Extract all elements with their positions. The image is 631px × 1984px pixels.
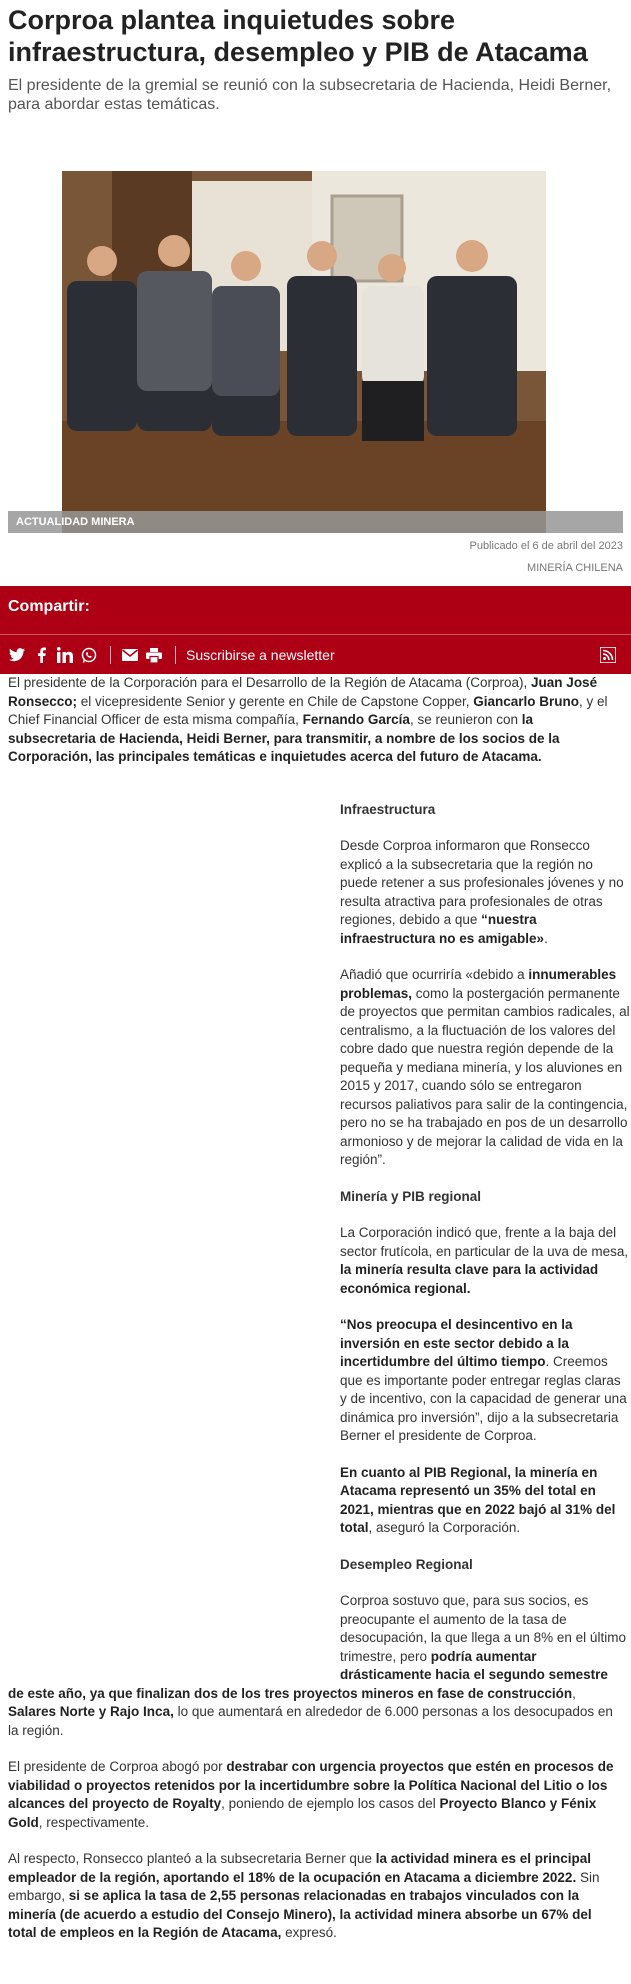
article-body — [0, 674, 631, 1943]
photo-container — [8, 171, 623, 533]
text-run: “nuestra infraestructura no es amigable» — [340, 912, 545, 946]
paragraph-infra-2 — [340, 966, 631, 1170]
text-run: Salares Norte y Rajo Inca, — [8, 1704, 174, 1719]
article-title: Corproa plantea inquietudes sobre infraestructura, desempleo y PIB de Atacama — [8, 5, 588, 67]
paragraph-mineria-2 — [340, 1316, 631, 1446]
twitter-icon[interactable] — [8, 646, 26, 664]
text-run: el vicepresidente Senior y gerente en Chile de Capstone Copper, — [77, 693, 474, 709]
text-run: Proyecto Blanco y Fénix Gold — [8, 1796, 597, 1830]
text-run: Al respecto, Ronsecco planteó a la subsecretaria Berner que — [8, 1851, 376, 1866]
text-run: , y el Chief Financial Officer de esta misma compañía, — [8, 693, 608, 727]
text-run: Corproa sostuvo que, para sus socios, es preocupante el aumento de la tasa de desocupación, la que llega a un 8% en el último trimestre, pero — [340, 1593, 626, 1664]
text-run: Juan José Ronsecco; — [8, 675, 598, 709]
paragraph-proyectos — [8, 1758, 623, 1832]
text-run: la subsecretaria de Hacienda, Heidi Berner, para transmitir, a nombre de los socios de la Corporación, las principales temáticas e inquietudes acerca del futuro de Atacama. — [8, 712, 560, 764]
newsletter-link[interactable]: Suscribirse a newsletter — [186, 647, 335, 663]
article-source: MINERÍA CHILENA — [527, 562, 623, 574]
text-run: “Nos preocupa el desincentivo en la inversión en este sector debido a la incertidumbre del último tiempo — [340, 1317, 573, 1369]
heading-infraestructura: Infraestructura — [340, 801, 436, 817]
paragraph-empleo — [8, 1850, 623, 1943]
paragraph-mineria-3 — [340, 1464, 631, 1538]
share-divider — [0, 634, 631, 635]
article-meta — [8, 539, 623, 575]
text-run: Sin embargo, — [8, 1869, 600, 1903]
text-run: como la postergación permanente de proyectos que permitan cambios radicales, al centralismo, a la fluctuación de los valores del cobre dado que nuestra región depende de la pequeña y mediana minería, y los aluviones en 2015 y 2017, cuando sólo se entregaron recursos paliativos para salir de la contingencia, pero no se ha trabajado en pos de un desarrollo armonioso y de mejorar la calidad de vida en la región”. — [340, 985, 630, 1167]
article-subtitle: El presidente de la gremial se reunió con la subsecretaria de Hacienda, Heidi Berner, para abordar estas temáticas. — [8, 77, 612, 113]
text-run: la minería resulta clave para la actividad económica regional. — [340, 1262, 599, 1296]
heading-mineria: Minería y PIB regional — [340, 1188, 482, 1204]
text-run: podría aumentar drásticamente hacia el segundo semestre — [340, 1648, 608, 1682]
facebook-icon[interactable] — [32, 646, 50, 664]
text-run: El presidente de la Corporación para el Desarrollo de la Región de Atacama (Corproa), — [8, 675, 532, 690]
share-label: Compartir: — [8, 598, 90, 615]
text-run: , aseguró la Corporación. — [368, 1520, 521, 1535]
text-run: En cuanto al PIB Regional, la minería en Atacama representó un 35% del total en 2021, mientras que en 2022 bajó al 31% del total — [340, 1464, 616, 1535]
text-run: , poniendo de ejemplo los casos del — [221, 1796, 440, 1811]
text-run: lo que aumentará en alrededor de 6.000 personas a los desocupados en la región. — [8, 1704, 613, 1738]
publish-date: Publicado el 6 de abril del 2023 — [469, 540, 623, 552]
text-run: Añadió que ocurriría «debido a — [340, 967, 529, 982]
photo-caption: ACTUALIDAD MINERA — [8, 511, 623, 533]
paragraph-infra-1 — [340, 837, 631, 948]
group-photo-illustration — [62, 171, 546, 533]
text-run: la actividad minera es el principal empleador de la región, aportando el 18% de la ocupación en Atacama a diciembre 2022. — [8, 1851, 592, 1885]
whatsapp-icon[interactable] — [80, 646, 98, 664]
text-run: , — [572, 1685, 576, 1701]
mail-icon[interactable] — [121, 646, 139, 664]
share-actions — [8, 644, 623, 666]
text-run: . Creemos que es importante poder entregar reglas claras y de incentivo, con la capacidad de generar una dinámica pro inversión”, dijo a la subsecretaria Berner el presidente de Corproa. — [340, 1354, 627, 1443]
text-run: Fernando García — [302, 712, 410, 727]
paragraph-intro — [8, 674, 623, 767]
text-run: La Corporación indicó que, frente a la baja del sector frutícola, en particular de la uva de mesa, — [340, 1225, 629, 1259]
text-run: de este año, ya que finalizan dos de los tres proyectos mineros en fase de construcción — [8, 1685, 573, 1701]
rss-icon[interactable] — [599, 646, 617, 664]
text-run: . — [544, 930, 548, 946]
article-photo — [62, 171, 546, 533]
text-run: expresó. — [281, 1925, 337, 1940]
text-run: , se reunieron con — [409, 712, 522, 727]
text-run: innumerables problemas, — [340, 967, 617, 1001]
share-separator — [175, 646, 176, 664]
text-run: El presidente de Corproa abogó por — [8, 1759, 227, 1774]
text-run: Giancarlo Bruno — [473, 693, 580, 709]
paragraph-desempleo-1 — [340, 1592, 631, 1685]
linkedin-icon[interactable] — [56, 646, 74, 664]
text-run: si se aplica la tasa de 2,55 personas relacionadas en trabajos vinculados con la minería (de acuerdo a estudio del Consejo Minero), la actividad minera absorbe un 67% del total de empleos en la Región de Atacama, — [8, 1888, 592, 1940]
share-separator — [110, 646, 111, 664]
text-run: destrabar con urgencia proyectos que estén en procesos de viabilidad o proyectos retenidos por la incertidumbre sobre la Política Nacional del Litio o los alcances del proyecto de Royalty — [8, 1759, 614, 1811]
print-icon[interactable] — [145, 646, 163, 664]
paragraph-desempleo-2 — [8, 1685, 623, 1741]
text-run: , respectivamente. — [38, 1814, 150, 1830]
article-column — [340, 801, 631, 1685]
paragraph-mineria-1 — [340, 1224, 631, 1298]
heading-desempleo: Desempleo Regional — [340, 1556, 473, 1572]
text-run: Desde Corproa informaron que Ronsecco explicó a la subsecretaria que la región no puede retener a sus profesionales jóvenes y no resulta atractiva para profesionales de otras regiones, debido a que — [340, 838, 624, 927]
share-bar — [0, 586, 631, 674]
